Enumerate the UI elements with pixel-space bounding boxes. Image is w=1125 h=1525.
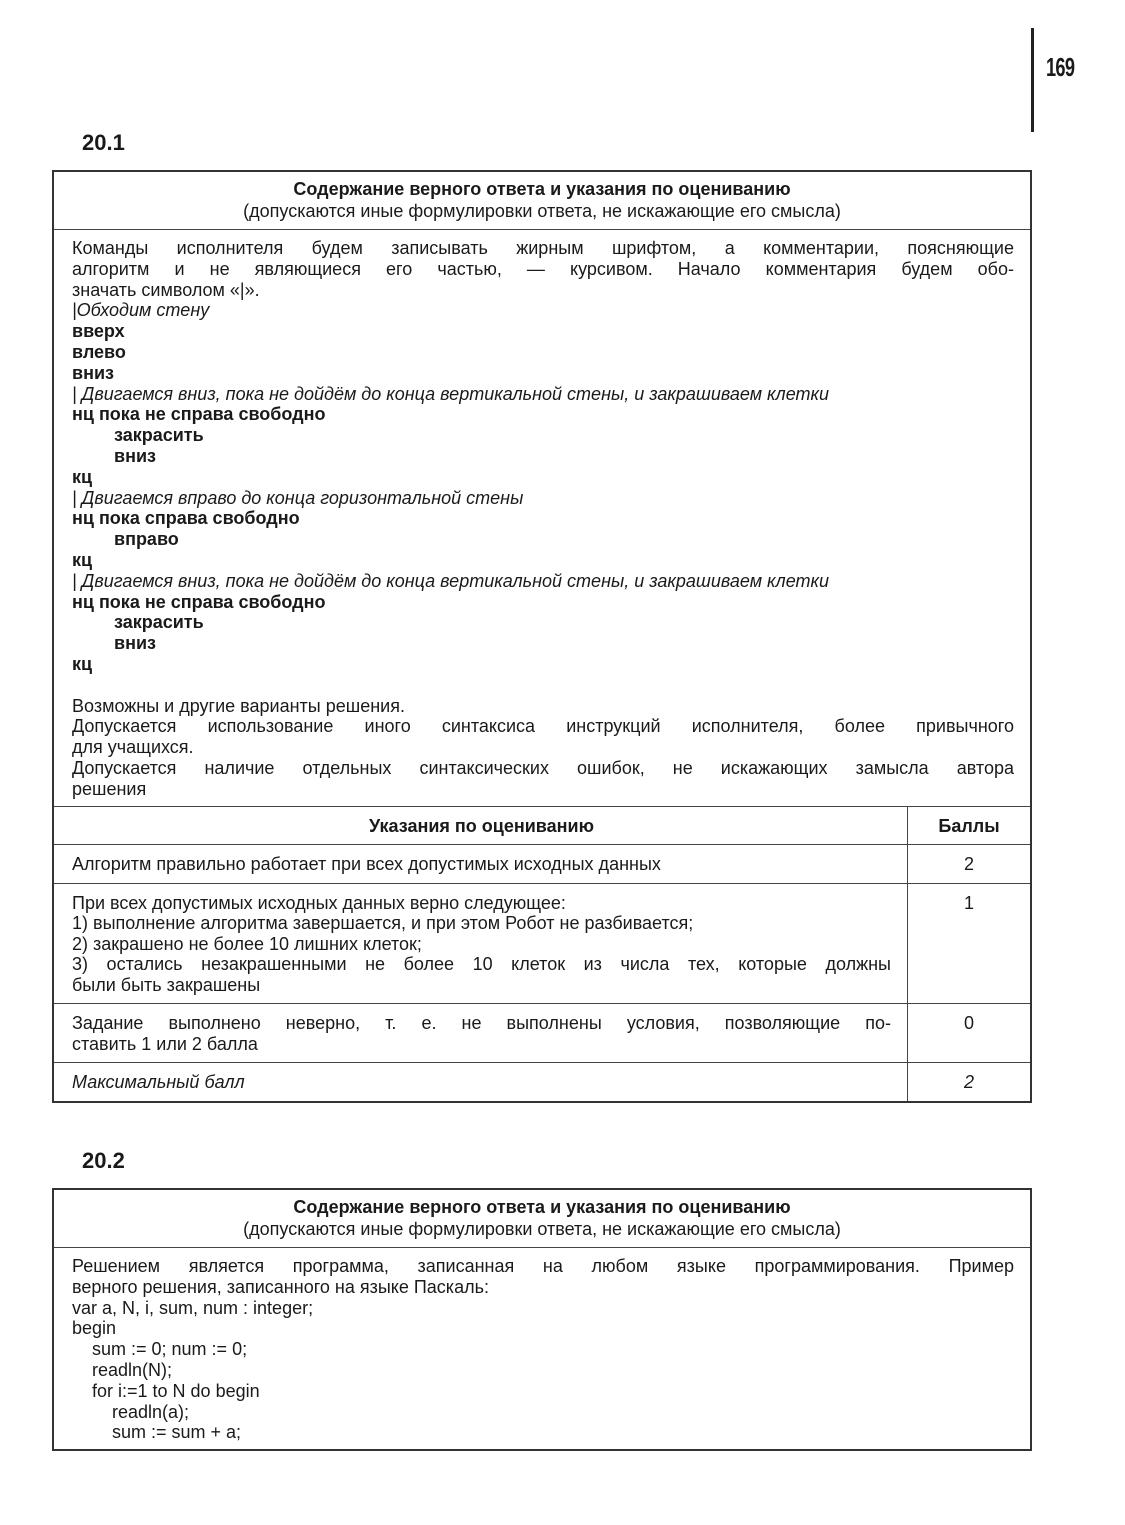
code-loop-start: нц пока справа свободно xyxy=(72,508,300,529)
page-number: 169 xyxy=(1046,52,1075,82)
code-command: вниз xyxy=(114,633,156,654)
pascal-code-line: sum := 0; num := 0; xyxy=(92,1339,248,1360)
criteria-line: 1) выполнение алгоритма завершается, и при этом Робот не разбивается; xyxy=(72,913,694,934)
points-cell: 2 xyxy=(908,845,1031,884)
criteria-line: 2) закрашено не более 10 лишних клеток; xyxy=(72,933,422,954)
pascal-code-line: begin xyxy=(72,1318,117,1339)
code-command: закрасить xyxy=(114,425,204,446)
pascal-code-line: readln(a); xyxy=(112,1401,190,1422)
answer-header-title: Содержание верного ответа и указания по оцениванию xyxy=(293,179,791,199)
code-command: вниз xyxy=(114,445,156,466)
code-loop-start: нц пока не справа свободно xyxy=(72,404,326,425)
answer-header-subtitle: (допускаются иные формулировки ответа, не искажающие его смысла) xyxy=(243,201,841,221)
grading-table xyxy=(54,806,1030,1101)
code-command: вниз xyxy=(72,362,114,383)
pascal-code-line: for i:=1 to N do begin xyxy=(92,1380,260,1401)
intro-line: значать символом «|». xyxy=(72,279,260,300)
task-20-2-box xyxy=(52,1188,1032,1451)
criteria-line: были быть закрашены xyxy=(72,974,261,995)
code-command: вверх xyxy=(72,321,125,342)
table-row xyxy=(54,845,1030,884)
task-20-1-box xyxy=(52,170,1032,1103)
answer-content xyxy=(54,1248,1030,1449)
note-line: для учащихся. xyxy=(72,737,194,758)
pascal-code-line: readln(N); xyxy=(92,1359,173,1380)
answer-header-title: Содержание верного ответа и указания по оцениванию xyxy=(293,1197,791,1217)
code-command: закрасить xyxy=(114,612,204,633)
criteria-line: Задание выполнено неверно, т. е. не выполнены условия, позволяющие по- xyxy=(72,1013,891,1034)
answer-header xyxy=(54,1190,1030,1248)
criteria-line: ставить 1 или 2 балла xyxy=(72,1033,258,1054)
table-row xyxy=(54,883,1030,1004)
page-margin-rule xyxy=(1031,28,1034,132)
note-line: Допускается наличие отдельных синтаксических ошибок, не искажающих замысла автора xyxy=(72,757,1014,778)
code-comment: | Двигаемся вправо до конца горизонтальной стены xyxy=(72,487,524,508)
task-number-20-1: 20.1 xyxy=(82,130,125,155)
points-column-header: Баллы xyxy=(908,806,1031,845)
code-loop-end: кц xyxy=(72,549,93,570)
max-score-label: Максимальный балл xyxy=(54,1063,908,1101)
answer-content xyxy=(54,230,1030,806)
intro-line: верного решения, записанного на языке Паскаль: xyxy=(72,1276,489,1297)
criteria-cell xyxy=(54,883,908,1004)
points-cell: 1 xyxy=(908,883,1031,1004)
code-comment: | Двигаемся вниз, пока не дойдём до конца вертикальной стены, и закрашиваем клетки xyxy=(72,383,830,404)
pascal-code-line: sum := sum + a; xyxy=(112,1422,242,1443)
answer-header-subtitle: (допускаются иные формулировки ответа, не искажающие его смысла) xyxy=(243,1219,841,1239)
task-number-20-2: 20.2 xyxy=(82,1148,125,1173)
answer-header xyxy=(54,172,1030,230)
criteria-line: При всех допустимых исходных данных верно следующее: xyxy=(72,892,566,913)
grading-header-row xyxy=(54,806,1030,845)
table-row xyxy=(54,1063,1030,1101)
code-loop-start: нц пока не справа свободно xyxy=(72,591,326,612)
max-score-value: 2 xyxy=(908,1063,1031,1101)
criteria-cell xyxy=(54,1004,908,1063)
note-line: Допускается использование иного синтаксиса инструкций исполнителя, более привычного xyxy=(72,716,1014,737)
note-line: Возможны и другие варианты решения. xyxy=(72,695,405,716)
spacer xyxy=(72,675,1014,696)
intro-line: Команды исполнителя будем записывать жирным шрифтом, а комментарии, поясняющие xyxy=(72,238,1014,258)
points-cell: 0 xyxy=(908,1004,1031,1063)
code-loop-end: кц xyxy=(72,466,93,487)
code-loop-end: кц xyxy=(72,653,93,674)
table-row xyxy=(54,1004,1030,1063)
code-comment: | Двигаемся вниз, пока не дойдём до конца вертикальной стены, и закрашиваем клетки xyxy=(72,570,830,591)
code-command: влево xyxy=(72,341,126,362)
code-comment: |Обходим стену xyxy=(72,300,210,321)
criteria-cell: Алгоритм правильно работает при всех допустимых исходных данных xyxy=(54,845,908,884)
note-line: решения xyxy=(72,778,147,799)
intro-line: Решением является программа, записанная на любом языке программирования. Пример xyxy=(72,1256,1014,1276)
intro-line: алгоритм и не являющиеся его частью, — курсивом. Начало комментария будем обо- xyxy=(72,258,1014,279)
criteria-column-header: Указания по оцениванию xyxy=(54,806,908,845)
criteria-line: 3) остались незакрашенными не более 10 клеток из числа тех, которые должны xyxy=(72,954,891,975)
pascal-code-line: var a, N, i, sum, num : integer; xyxy=(72,1297,314,1318)
code-command: вправо xyxy=(114,529,179,550)
